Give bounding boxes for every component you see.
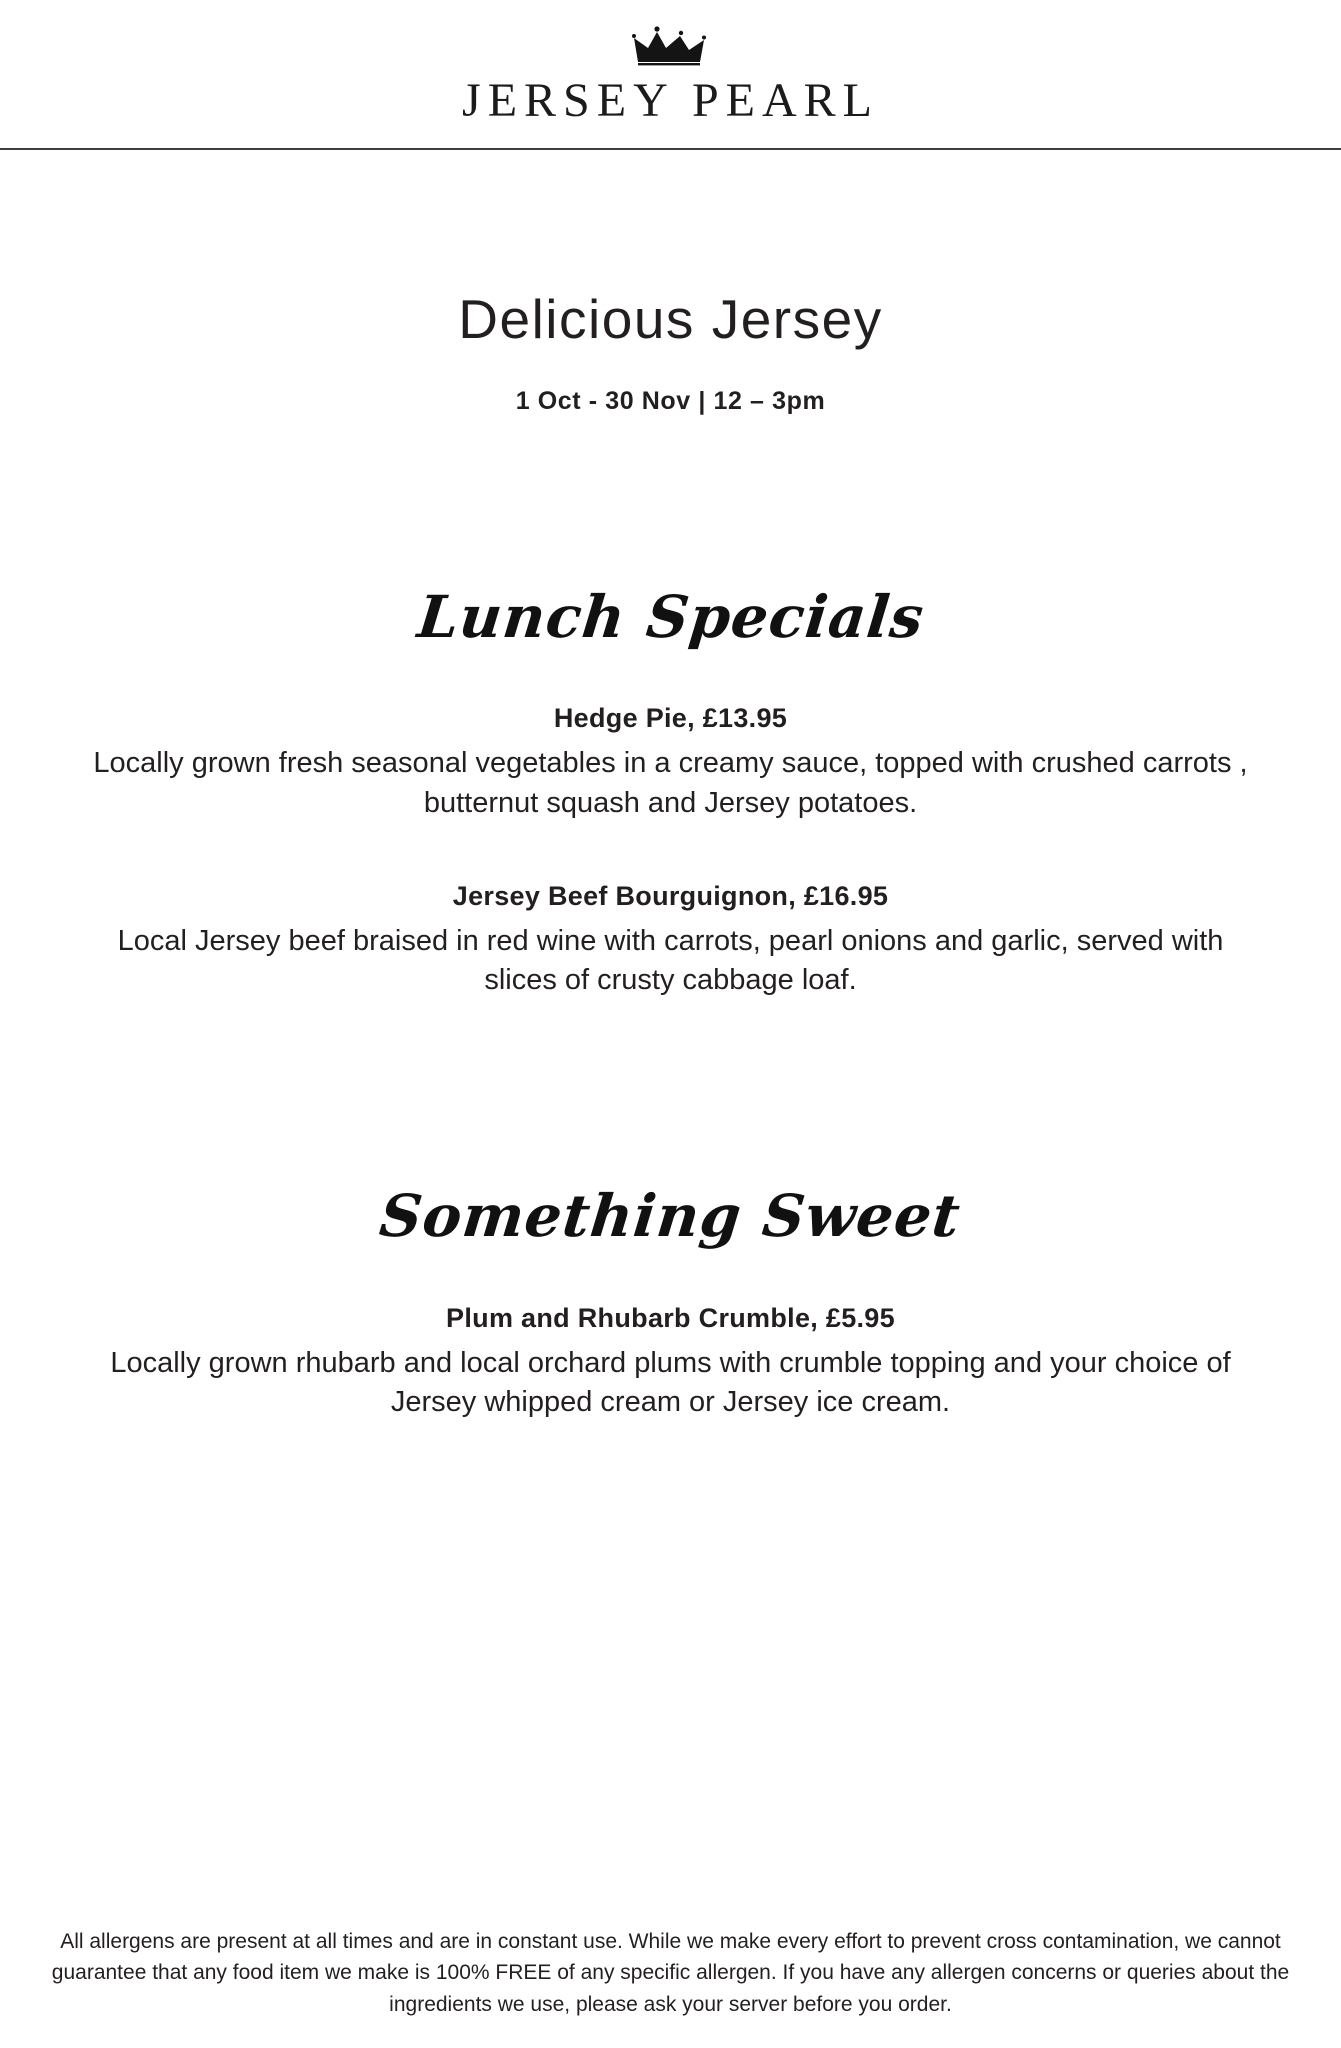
menu-dates: 1 Oct - 30 Nov | 12 – 3pm — [515, 386, 826, 415]
crown-icon — [632, 26, 710, 66]
menu-item-description: Locally grown fresh seasonal vegetables in a creamy sauce, topped with crushed carrots , butternut squash and Jersey potatoes. — [93, 747, 1248, 819]
menu-item — [0, 701, 1341, 822]
page-title: Delicious Jersey — [458, 288, 883, 351]
header-divider — [0, 148, 1341, 150]
brand-name: JERSEY PEARL — [462, 74, 879, 127]
section-heading: Something Sweet — [376, 1182, 965, 1251]
menu-item-description: Local Jersey beef braised in red wine with carrots, pearl onions and garlic, served with slices of crusty cabbage loaf. — [117, 924, 1224, 996]
brand-header — [0, 0, 1341, 174]
menu-item-list — [0, 701, 1341, 1000]
menu-item — [0, 1301, 1341, 1422]
menu-item-name: Plum and Rhubarb Crumble, £5.95 — [446, 1302, 895, 1333]
menu-item-description: Locally grown rhubarb and local orchard plums with crumble topping and your choice of Jersey whipped cream or Jersey ice cream. — [110, 1347, 1231, 1419]
section-lunch-specials — [0, 582, 1341, 1001]
section-heading: Lunch Specials — [414, 582, 928, 651]
menu-item-name: Jersey Beef Bourguignon, £16.95 — [452, 880, 889, 911]
footer — [0, 1926, 1341, 2048]
section-something-sweet — [0, 1182, 1341, 1422]
menu-item-name: Hedge Pie, £13.95 — [553, 703, 788, 734]
allergen-notice: All allergens are present at all times and are in constant use. While we make every effort to prevent cross contamination, we cannot guarantee that any food item we make is 100% FREE of any specific allergen. If you have any allergen concerns or queries about the ingredients we use, please ask your server before you order. — [51, 1929, 1290, 2016]
title-block — [0, 252, 1341, 415]
menu-item — [0, 879, 1341, 1000]
menu-item-list — [0, 1301, 1341, 1422]
